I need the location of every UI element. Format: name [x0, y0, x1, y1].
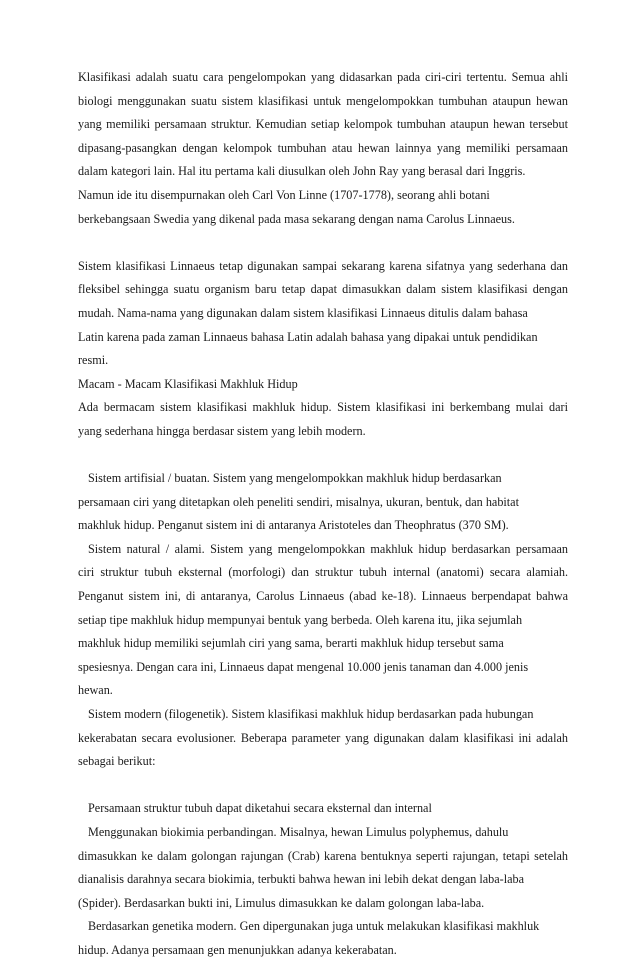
text-line: resmi. [78, 353, 109, 368]
text-line: persamaan ciri yang ditetapkan oleh peneliti sendiri, misalnya, ukuran, bentuk, dan habitat [78, 494, 519, 509]
text-line: Macam - Macam Klasifikasi Makhluk Hidup [78, 376, 298, 391]
text-line: Menggunakan biokimia perbandingan. Misalnya, hewan Limulus polyphemus, dahulu [88, 825, 509, 839]
text-line: dianalisis darahnya secara biokimia, terbukti bahwa hewan ini lebih dekat dengan laba-laba [78, 872, 525, 887]
text-line: Penganut sistem ini, di antaranya, Carolus Linnaeus (abad ke-18). Linnaeus berpendapat bahwa [78, 589, 568, 604]
paragraph-gap [78, 774, 568, 798]
text-line: spesiesnya. Dengan cara ini, Linnaeus dapat mengenal 10.000 jenis tanaman dan 4.000 jenis [78, 659, 529, 674]
text-line: Berdasarkan genetika modern. Gen dipergunakan juga untuk melakukan klasifikasi makhluk [88, 919, 540, 934]
text-line: Persamaan struktur tubuh dapat diketahui secara eksternal dan internal [88, 801, 432, 816]
text-line: biologi menggunakan suatu sistem klasifikasi untuk mengelompokkan tumbuhan ataupun hewan [78, 93, 568, 108]
text-line: makhluk hidup. Penganut sistem ini di antaranya Aristoteles dan Theophratus (370 SM). [78, 518, 509, 533]
paragraph-gap [78, 231, 568, 255]
text-line: mudah. Nama-nama yang digunakan dalam sistem klasifikasi Linnaeus ditulis dalam bahasa [78, 305, 528, 320]
text-line: Klasifikasi adalah suatu cara pengelompokan yang didasarkan pada ciri-ciri tertentu. Semua ahli [78, 70, 568, 84]
text-line: setiap tipe makhluk hidup mempunyai bentuk yang berbeda. Oleh karena itu, jika sejumlah [78, 612, 523, 627]
text-line: sebagai berikut: [78, 754, 156, 769]
text-line: Ada bermacam sistem klasifikasi makhluk hidup. Sistem klasifikasi ini berkembang mulai dari [78, 400, 568, 415]
text-line: Sistem modern (filogenetik). Sistem klasifikasi makhluk hidup berdasarkan pada hubungan [88, 707, 534, 722]
text-line: Sistem natural / alami. Sistem yang mengelompokkan makhluk hidup berdasarkan persamaan [88, 541, 568, 556]
text-line: hewan. [78, 683, 113, 698]
text-line: kekerabatan secara evolusioner. Beberapa parameter yang digunakan dalam klasifikasi ini adalah [78, 730, 568, 745]
text-line: dipasang-pasangkan dengan kelompok tumbuhan atau hewan lainnya yang memiliki persamaan [78, 140, 568, 155]
text-line: yang memiliki persamaan struktur. Kemudian setiap kelompok tumbuhan ataupun hewan tersebut [78, 117, 568, 132]
text-line: fleksibel sehingga suatu organism baru tetap dapat dimasukkan dalam sistem klasifikasi dengan [78, 282, 568, 297]
text-line: Namun ide itu disempurnakan oleh Carl Von Linne (1707-1778), seorang ahli botani [78, 187, 490, 202]
text-line: Latin karena pada zaman Linnaeus bahasa Latin adalah bahasa yang dipakai untuk pendidikan [78, 329, 538, 344]
text-line: (Spider). Berdasarkan bukti ini, Limulus dimasukkan ke dalam golongan laba-laba. [78, 895, 485, 910]
text-line: makhluk hidup memiliki sejumlah ciri yang sama, berarti makhluk hidup tersebut sama [78, 636, 504, 651]
text-line: yang sederhana hingga berdasar sistem yang lebih modern. [78, 423, 366, 438]
paragraph-gap [78, 444, 568, 468]
text-line: hidup. Adanya persamaan gen menunjukkan adanya kekerabatan. [78, 942, 397, 957]
text-line: dalam kategori lain. Hal itu pertama kali diusulkan oleh John Ray yang berasal dari Inggris. [78, 164, 526, 179]
text-line: berkebangsaan Swedia yang dikenal pada masa sekarang dengan nama Carolus Linnaeus. [78, 211, 515, 226]
text-line: Sistem artifisial / buatan. Sistem yang mengelompokkan makhluk hidup berdasarkan [88, 471, 502, 486]
text-line: ciri struktur tubuh eksternal (morfologi) dan struktur tubuh internal (anatomi) secara alamiah. [78, 565, 568, 580]
document-body [78, 66, 568, 963]
text-line: Sistem klasifikasi Linnaeus tetap digunakan sampai sekarang karena sifatnya yang sederhana dan [78, 258, 568, 273]
text-line: dimasukkan ke dalam golongan rajungan (Crab) karena bentuknya seperti rajungan, tetapi setelah [78, 848, 568, 863]
